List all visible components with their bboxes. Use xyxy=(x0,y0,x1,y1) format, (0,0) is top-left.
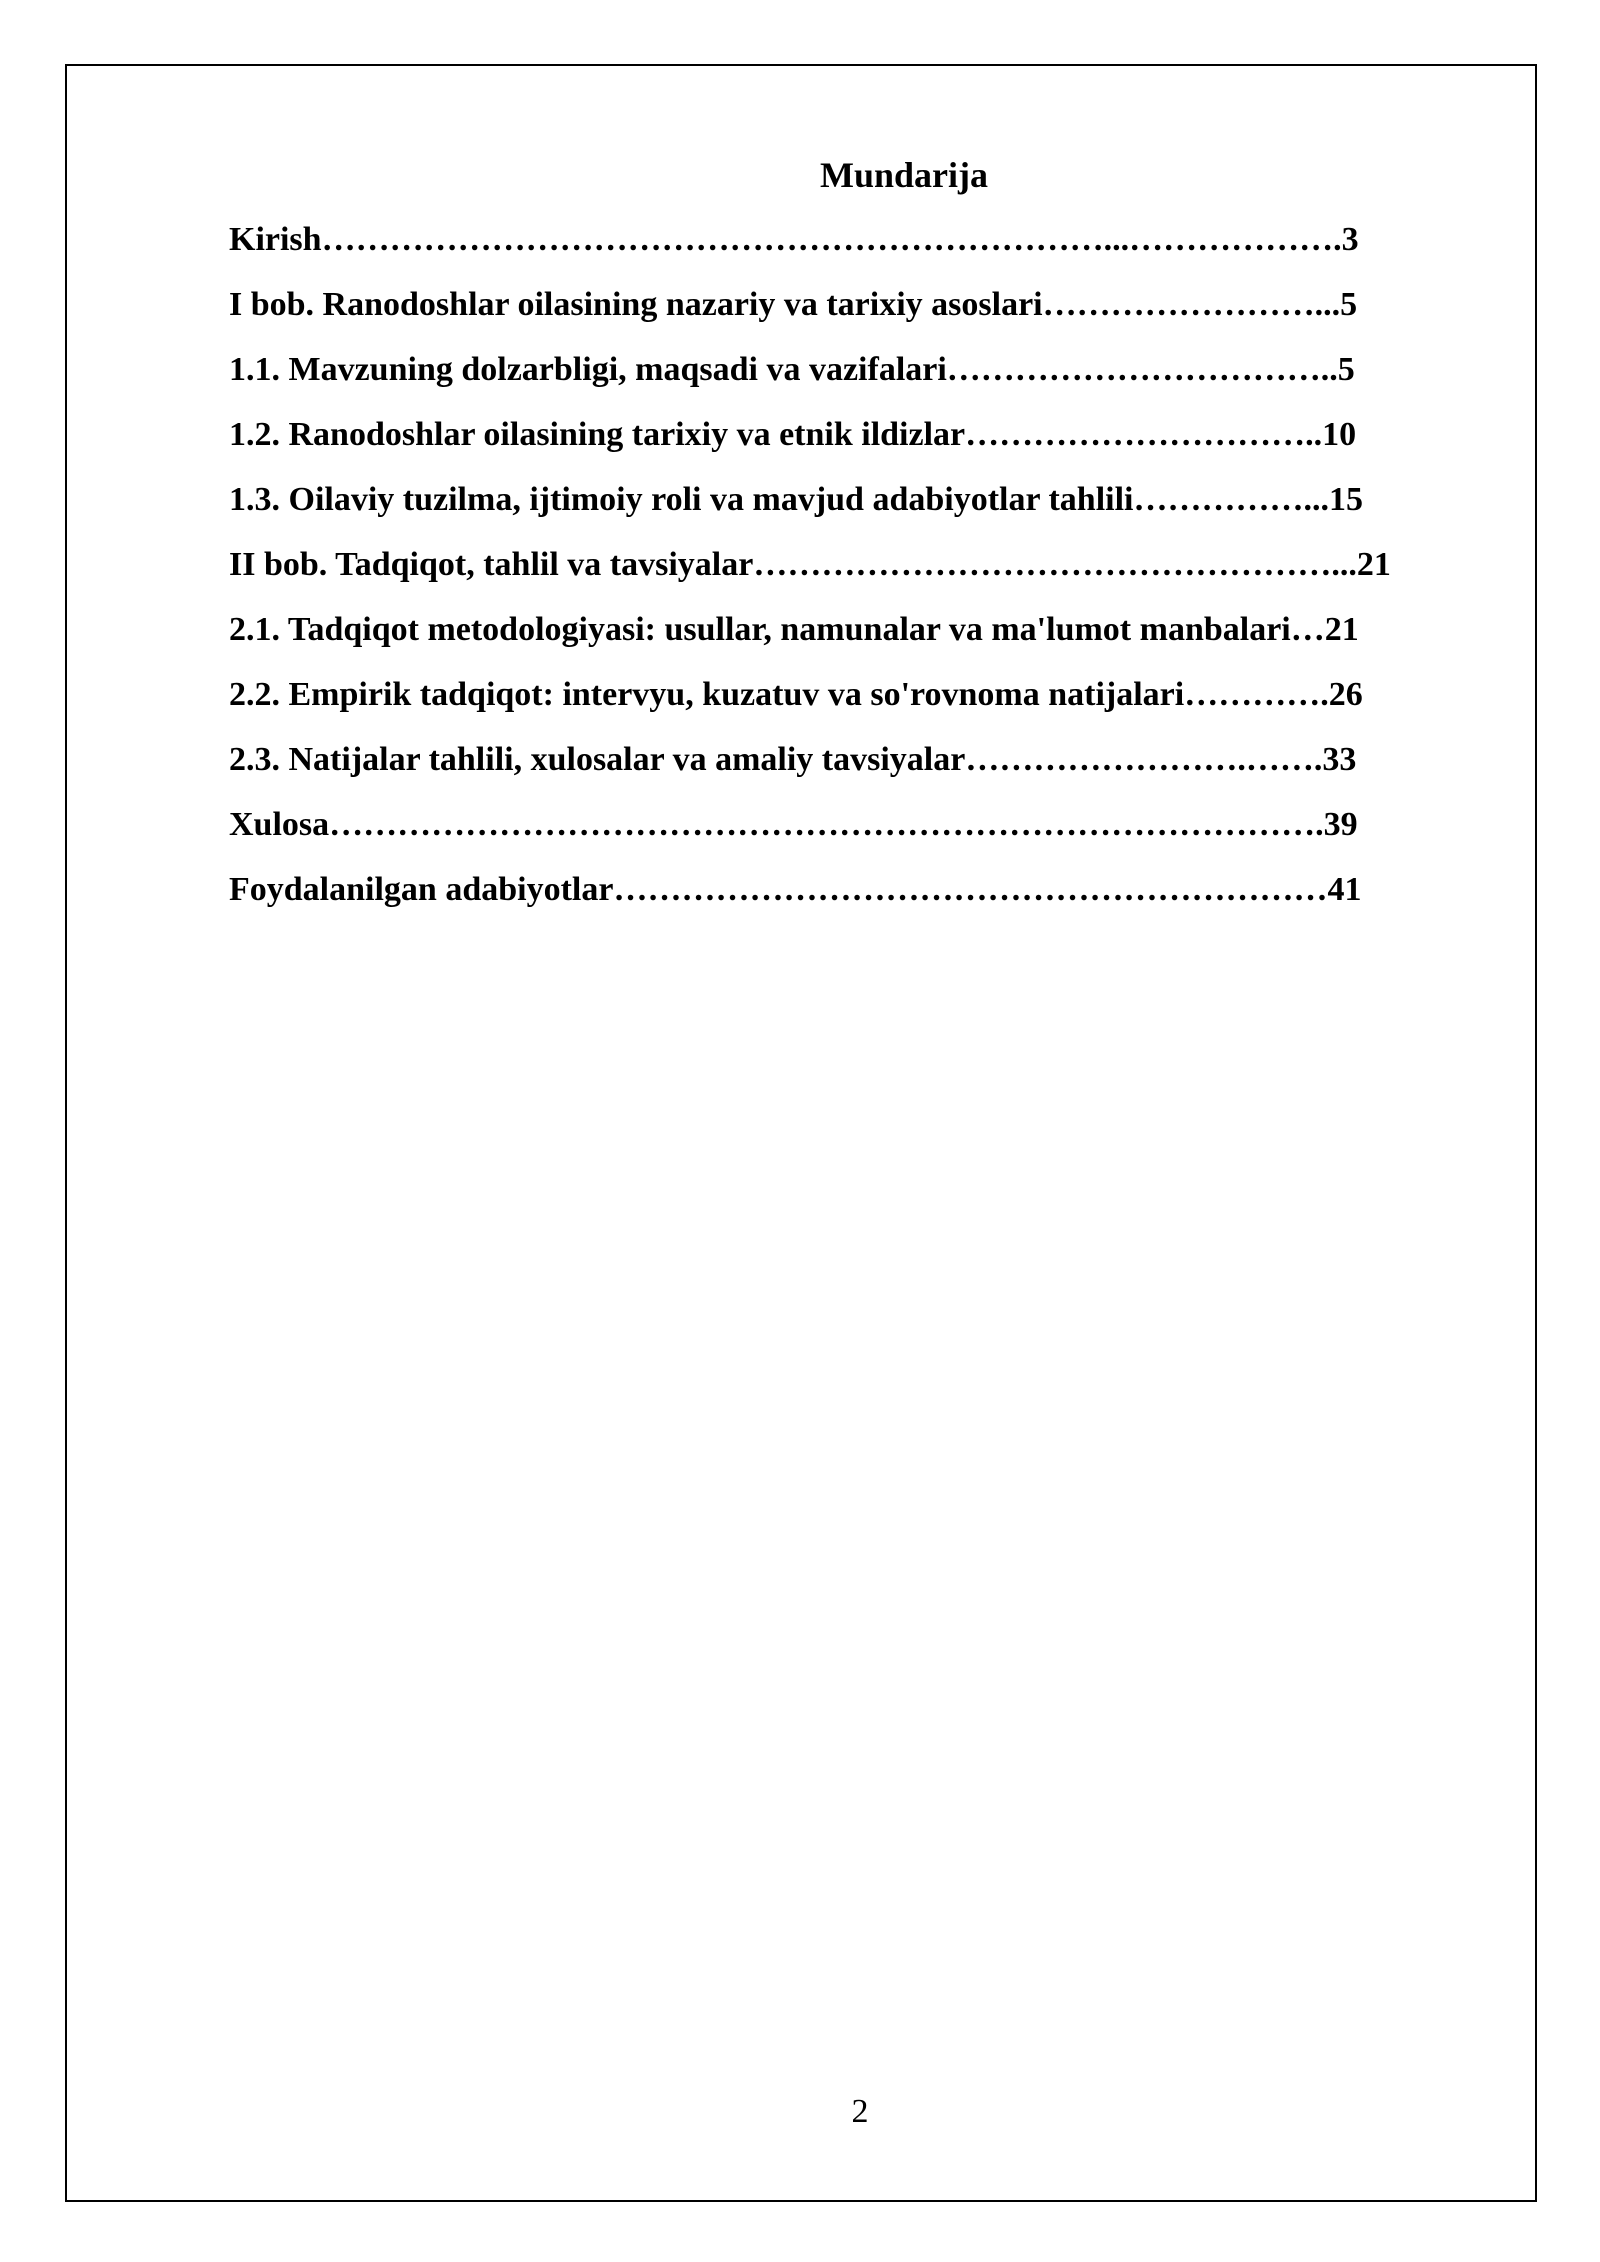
page-number: 2 xyxy=(851,2093,869,2130)
toc-entry-introduction: Kirish……………………………………………………………...……………….3 xyxy=(229,221,1359,258)
toc-entry-chapter-2: II bob. Tadqiqot, tahlil va tavsiyalar……………………………………………...21 xyxy=(229,546,1391,583)
toc-entry-chapter-1: I bob. Ranodoshlar oilasining nazariy va tarixiy asoslari……………………...5 xyxy=(229,286,1358,323)
toc-entry-references: Foydalanilgan adabiyotlar………………………………………………………41 xyxy=(229,871,1362,908)
toc-entry-section-1-3: 1.3. Oilaviy tuzilma, ijtimoiy roli va mavjud adabiyotlar tahlili……………...15 xyxy=(229,481,1363,518)
toc-title: Mundarija xyxy=(820,155,989,195)
toc-entry-section-1-2: 1.2. Ranodoshlar oilasining tarixiy va etnik ildizlar…………………………..10 xyxy=(229,416,1357,453)
toc-entry-section-2-1: 2.1. Tadqiqot metodologiyasi: usullar, namunalar va ma'lumot manbalari…21 xyxy=(229,611,1359,648)
toc-entry-conclusion: Xulosa…………………………………………………………………………….39 xyxy=(229,806,1358,843)
toc-entry-section-2-3: 2.3. Natijalar tahlili, xulosalar va amaliy tavsiyalar…………………….…….33 xyxy=(229,741,1357,778)
toc-entry-section-1-1: 1.1. Mavzuning dolzarbligi, maqsadi va vazifalari……………………………..5 xyxy=(229,351,1355,388)
table-of-contents xyxy=(229,216,1391,931)
toc-entry-section-2-2: 2.2. Empirik tadqiqot: intervyu, kuzatuv va so'rovnoma natijalari………….26 xyxy=(229,676,1363,713)
